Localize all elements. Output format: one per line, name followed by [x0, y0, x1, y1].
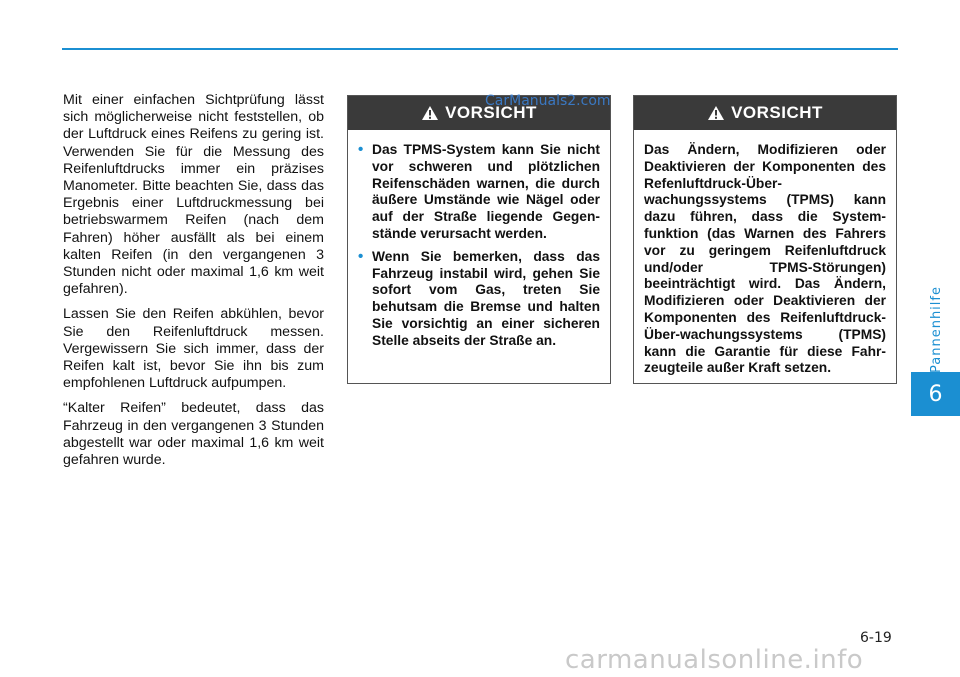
- paragraph: “Kalter Reifen” bedeutet, dass das Fahrzeug in den vergangenen 3 Stunden abgestellt war oder maximal 1,6 km weit gefahren wurde.: [63, 400, 324, 469]
- section-side-label: [921, 284, 951, 374]
- bullet-icon: •: [358, 141, 364, 158]
- caution-heading: VORSICHT: [731, 103, 823, 122]
- caution-item: [358, 249, 600, 350]
- bullet-icon: •: [358, 247, 364, 265]
- paragraph: Lassen Sie den Reifen abkühlen, bevor Sie den Reifenluftdruck messen. Vergewissern Sie sich immer, dass der Reifen kalt ist, bevor Sie ihn bis zum empfohlenen Luftdruck aufpumpen.: [63, 306, 324, 392]
- watermark-bottom: carmanualsonline.info: [565, 645, 864, 675]
- top-rule: [62, 48, 898, 50]
- main-text-column: [63, 92, 324, 477]
- chapter-tab: 6: [911, 372, 960, 416]
- paragraph: Mit einer einfachen Sichtprüfung lässt sich möglicherweise nicht feststellen, ob der Luftdruck eines Reifens zu gering ist. Verwenden Sie für die Messung des Reifenluftdrucks immer ein präzises Manometer. Bitte beachten Sie, dass das Ergebnis einer Luftdruckmessung bei betriebswarmem Reifen (nach dem Fahren) höher ausfällt als bei einem kalten Reifen (in den vergangenen 3 Stunden nicht oder maximal 1,6 km weit gefahren).: [63, 92, 324, 298]
- caution-body: [634, 130, 896, 377]
- caution-item-text: Das TPMS-System kann Sie nicht vor schweren und plötzlichen Reifenschäden warnen, die durch äußere Umstände wie Nägel oder auf der Straße liegende Gegen-stände verursacht werden.: [372, 142, 600, 241]
- caution-box-modification: [633, 95, 897, 384]
- caution-body: [348, 130, 610, 350]
- caution-item-text: Wenn Sie bemerken, dass das Fahrzeug instabil wird, gehen Sie sofort vom Gas, treten Sie behutsam die Bremse und halten Sie vorsichtig an einer sicheren Stelle abseits der Straße an.: [372, 248, 600, 348]
- caution-list: [358, 142, 600, 350]
- caution-heading: VORSICHT: [445, 103, 537, 122]
- watermark-top: CarManuals2.com: [485, 93, 611, 109]
- caution-item: [358, 142, 600, 243]
- caution-header: [634, 96, 896, 130]
- page-number: 6-19: [860, 630, 892, 646]
- section-title: Pannenhilfe: [928, 285, 944, 373]
- warning-triangle-icon: [707, 105, 725, 121]
- caution-text: Das Ändern, Modifizieren oder Deaktivieren der Komponenten des Refenluftdruck-Über-wachungssystems (TPMS) kann dazu führen, dass die System-funktion (das Warnen des Fahrers vor zu geringem Reifenluftdruck und/oder TPMS-Störungen) beeinträchtigt wird. Das Ändern, Modifizieren oder Deaktivieren der Komponenten des Reifenluftdruck-Über-wachungssystems (TPMS) kann die Garantie für diese Fahr-zeugteile außer Kraft setzen.: [644, 142, 886, 376]
- caution-box-tpms: [347, 95, 611, 384]
- warning-triangle-icon: [421, 105, 439, 121]
